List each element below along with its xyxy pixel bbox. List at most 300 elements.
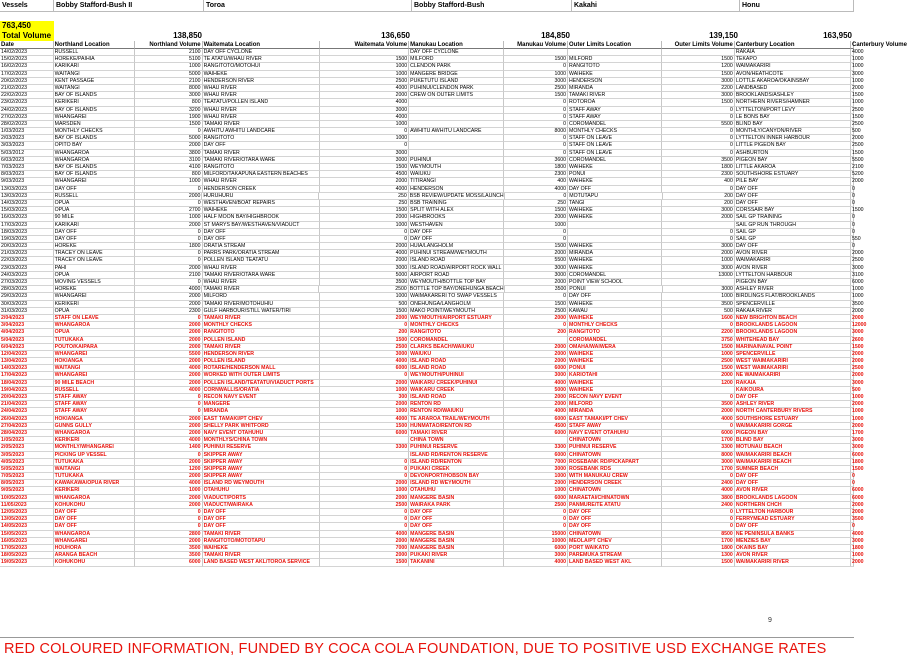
cell-manukau-volume[interactable]: 3600 xyxy=(504,157,568,164)
cell-waitemata-volume[interactable]: 1500 xyxy=(320,423,409,430)
cell-northland-volume[interactable]: 2000 xyxy=(135,502,203,509)
cell-outer-limits-volume[interactable]: 1000 xyxy=(662,293,734,300)
cell-waitemata-location[interactable]: WHAU RIVER xyxy=(203,92,320,99)
cell-date[interactable]: 8/03/2023 xyxy=(0,171,54,178)
cell-waitemata-location[interactable]: RANGITOTO/MOTOTAPU xyxy=(203,538,320,545)
cell-waitemata-volume[interactable]: 1500 xyxy=(320,559,409,566)
cell-northland-location[interactable]: TUTUKAKA xyxy=(54,473,135,480)
cell-outer-limits-location[interactable]: MEOLA/PT CHEV xyxy=(568,538,662,545)
cell-waitemata-location[interactable]: RANGITOTO xyxy=(203,329,320,336)
cell-northland-location[interactable]: OPUA xyxy=(54,200,135,207)
cell-northland-volume[interactable]: 0 xyxy=(135,523,203,530)
cell-manukau-volume[interactable]: 3000 xyxy=(504,78,568,85)
cell-manukau-volume[interactable]: 1800 xyxy=(504,164,568,171)
cell-canterbury-volume[interactable]: 2500 xyxy=(852,106,864,113)
cell-date[interactable]: 24/02/2023 xyxy=(0,107,54,114)
cell-outer-limits-volume[interactable]: 3800 xyxy=(662,495,734,502)
cell-date[interactable]: 17/02/2023 xyxy=(0,71,54,78)
cell-northland-location[interactable]: TRACEY ON LEAVE xyxy=(54,250,135,257)
cell-northland-volume[interactable]: 1000 xyxy=(135,178,203,185)
cell-manukau-location[interactable]: DAY OFF xyxy=(409,236,504,243)
cell-waitemata-location[interactable]: ST MARYS BAY/WESTHAVEN/VIADUCT xyxy=(203,222,320,229)
cell-outer-limits-volume[interactable]: 8000 xyxy=(662,452,734,459)
cell-northland-volume[interactable]: 800 xyxy=(135,99,203,106)
cell-waitemata-location[interactable]: SKIPPER AWAY xyxy=(203,473,320,480)
cell-date[interactable]: 15/05/2023 xyxy=(0,531,54,538)
cell-date[interactable]: 17/03/2023 xyxy=(0,222,54,229)
cell-manukau-location[interactable]: BOTTLE TOP BAY/ONEHUNGA BEACH xyxy=(409,286,504,293)
cell-northland-location[interactable]: HOKIANGA xyxy=(54,416,135,423)
cell-northland-volume[interactable]: 1000 xyxy=(135,214,203,221)
cell-northland-volume[interactable]: 4000 xyxy=(135,365,203,372)
cell-northland-location[interactable]: RUSSELL xyxy=(54,387,135,394)
cell-outer-limits-location[interactable]: STAFF AWAY xyxy=(568,423,662,430)
cell-canterbury-location[interactable]: NORTHERN RIVERS/HAMNER xyxy=(735,99,851,106)
cell-manukau-volume[interactable]: 4000 xyxy=(504,559,568,566)
cell-manukau-volume[interactable]: 2000 xyxy=(504,214,568,221)
column-header-outer-limits-volume[interactable]: Outer Limits Volume xyxy=(662,41,734,49)
cell-waitemata-volume[interactable] xyxy=(320,49,409,56)
cell-waitemata-location[interactable]: EAST TAMAKI/PT CHEV xyxy=(203,416,320,423)
cell-northland-location[interactable]: DAY OFF xyxy=(54,229,135,236)
cell-manukau-volume[interactable]: 0 xyxy=(504,63,568,70)
cell-waitemata-location[interactable]: TAMAKI RIVER xyxy=(203,552,320,559)
cell-manukau-location[interactable]: PUHINUI RESERVE xyxy=(409,444,504,451)
cell-manukau-volume[interactable]: 2000 xyxy=(504,401,568,408)
cell-canterbury-location[interactable]: SPENCERVILLE xyxy=(735,301,851,308)
cell-manukau-volume[interactable]: 0 xyxy=(504,135,568,142)
cell-waitemata-location[interactable]: POLLEN ISLAND xyxy=(203,358,320,365)
cell-waitemata-volume[interactable]: 0 xyxy=(320,229,409,236)
cell-northland-volume[interactable]: 0 xyxy=(135,394,203,401)
cell-canterbury-location[interactable]: DAY OFF xyxy=(735,243,851,250)
cell-outer-limits-location[interactable]: WITH MANUKAU CREW xyxy=(568,473,662,480)
cell-outer-limits-location[interactable]: MONTHLY CHECKS xyxy=(568,128,662,135)
waitemata-total[interactable]: 136,650 xyxy=(381,31,410,40)
cell-canterbury-volume[interactable]: 3100 xyxy=(852,271,864,278)
cell-manukau-volume[interactable]: 1000 xyxy=(504,487,568,494)
cell-outer-limits-location[interactable]: MIRANDA xyxy=(568,250,662,257)
cell-waitemata-volume[interactable]: 2000 xyxy=(320,401,409,408)
cell-manukau-location[interactable]: WAIUKU xyxy=(409,351,504,358)
cell-waitemata-volume[interactable]: 4000 xyxy=(320,250,409,257)
cell-canterbury-volume[interactable]: 2000 xyxy=(852,314,864,321)
cell-northland-location[interactable]: PICKING UP VESSEL xyxy=(54,452,135,459)
cell-outer-limits-volume[interactable]: 3000 xyxy=(663,286,735,293)
cell-manukau-location[interactable]: PUKETUTU ISLAND xyxy=(409,78,504,85)
cell-date[interactable]: 10/05/2023 xyxy=(0,495,54,502)
cell-canterbury-location[interactable]: SOUTHSHORE ESTUARY xyxy=(735,171,851,178)
cell-canterbury-location[interactable]: WEST WAIMAKARIRI xyxy=(735,365,851,372)
cell-manukau-volume[interactable]: 0 xyxy=(504,107,568,114)
cell-manukau-volume[interactable]: 3000 xyxy=(504,372,568,379)
cell-manukau-volume[interactable]: 0 xyxy=(504,229,568,236)
cell-outer-limits-volume[interactable] xyxy=(662,279,734,286)
cell-manukau-volume[interactable]: 0 xyxy=(504,523,568,530)
cell-outer-limits-location[interactable]: KAWAU xyxy=(568,308,662,315)
cell-canterbury-volume[interactable]: 2000 xyxy=(852,84,864,91)
cell-outer-limits-location[interactable]: STAFF ON LEAVE xyxy=(568,135,662,142)
cell-manukau-volume[interactable]: 0 xyxy=(504,516,568,523)
cell-manukau-volume[interactable]: 8000 xyxy=(504,128,568,135)
cell-canterbury-volume[interactable]: 2500 xyxy=(852,142,864,149)
cell-outer-limits-location[interactable]: STAFF ON LEAVE xyxy=(568,150,662,157)
cell-northland-volume[interactable]: 2000 xyxy=(135,372,203,379)
cell-outer-limits-location[interactable]: MIRANDA xyxy=(568,408,662,415)
cell-waitemata-volume[interactable]: 1000 xyxy=(320,121,409,128)
cell-manukau-location[interactable]: WEYMOUTH xyxy=(409,164,504,171)
cell-northland-volume[interactable]: 800 xyxy=(135,171,203,178)
cell-canterbury-volume[interactable]: 5200 xyxy=(852,171,864,178)
cell-canterbury-volume[interactable]: 0 xyxy=(852,480,855,487)
cell-canterbury-location[interactable]: ASHLEY RIVER xyxy=(735,401,851,408)
cell-outer-limits-volume[interactable]: 13000 xyxy=(662,272,734,279)
column-header-canterbury-location[interactable]: Canterbury Location xyxy=(735,41,851,49)
cell-date[interactable]: 6/04/2023 xyxy=(0,344,54,351)
cell-date[interactable]: 2/04/2023 xyxy=(0,315,54,322)
cell-date[interactable]: 30/03/2023 xyxy=(0,301,54,308)
cell-manukau-location[interactable]: ISLAND ROAD/AIRPORT ROCK WALL xyxy=(409,265,504,272)
cell-date[interactable]: 5/04/2023 xyxy=(0,337,54,344)
cell-waitemata-volume[interactable]: 3000 xyxy=(320,157,409,164)
cell-outer-limits-location[interactable]: OMAHA/WAIWERA xyxy=(568,344,662,351)
cell-waitemata-location[interactable]: DAY OFF xyxy=(203,236,320,243)
cell-manukau-location[interactable] xyxy=(409,150,504,157)
cell-waitemata-volume[interactable]: 1000 xyxy=(320,71,409,78)
cell-canterbury-location[interactable]: SAIL GP RUN THROUGH xyxy=(735,222,851,229)
cell-waitemata-volume[interactable]: 0 xyxy=(320,236,409,243)
cell-waitemata-volume[interactable]: 6000 xyxy=(320,365,409,372)
cell-manukau-volume[interactable]: 1000 xyxy=(504,222,568,229)
cell-date[interactable]: 28/02/2023 xyxy=(0,121,54,128)
cell-outer-limits-volume[interactable]: 3000 xyxy=(662,265,734,272)
cell-outer-limits-location[interactable]: CHINATOWN xyxy=(568,437,662,444)
cell-canterbury-volume[interactable]: 2000 xyxy=(852,350,864,357)
outer-limits-total[interactable]: 139,150 xyxy=(709,31,738,40)
cell-canterbury-volume[interactable]: 2000 xyxy=(852,509,864,515)
cell-outer-limits-volume[interactable]: 500 xyxy=(662,308,734,315)
vessel-canterbury[interactable]: Honu xyxy=(740,0,854,12)
cell-outer-limits-location[interactable]: WAIHEKE xyxy=(568,178,662,185)
cell-manukau-volume[interactable]: 3300 xyxy=(504,444,568,451)
cell-manukau-volume[interactable]: 2000 xyxy=(504,394,568,401)
cell-date[interactable]: 26/04/2023 xyxy=(0,416,54,423)
cell-manukau-location[interactable]: ISLAND ROAD xyxy=(409,358,504,365)
cell-waitemata-location[interactable]: TAMAKI RIVER/OTARA WARE xyxy=(203,272,320,279)
cell-canterbury-volume[interactable]: 0 xyxy=(852,214,855,221)
cell-manukau-location[interactable]: RANGITOTO xyxy=(409,329,504,336)
cell-canterbury-location[interactable]: WAIMAKARIRI BEACH xyxy=(735,452,851,459)
cell-northland-location[interactable]: BAY OF ISLANDS xyxy=(54,135,135,142)
cell-date[interactable]: 5/05/2023 xyxy=(0,466,54,473)
cell-canterbury-location[interactable]: AVON RIVER xyxy=(735,487,851,494)
cell-canterbury-location[interactable]: KAIKOURA xyxy=(735,387,851,394)
cell-outer-limits-location[interactable] xyxy=(568,229,662,236)
cell-canterbury-location[interactable]: SAIL GP TRAINING xyxy=(735,214,851,221)
cell-outer-limits-volume[interactable]: 3500 xyxy=(662,301,734,308)
cell-northland-location[interactable]: KERIKERI xyxy=(54,301,135,308)
cell-outer-limits-location[interactable]: WAIHEKE xyxy=(568,71,662,78)
cell-manukau-volume[interactable] xyxy=(504,437,568,444)
cell-northland-volume[interactable]: 0 xyxy=(135,401,203,408)
cell-waitemata-volume[interactable]: 2500 xyxy=(320,502,409,509)
cell-waitemata-location[interactable]: NAVY EVENT OTAHUHU xyxy=(203,430,320,437)
cell-manukau-volume[interactable]: 2000 xyxy=(504,351,568,358)
cell-outer-limits-volume[interactable]: 1500 xyxy=(662,71,734,78)
cell-date[interactable]: 18/04/2023 xyxy=(0,380,54,387)
cell-manukau-volume[interactable]: 4000 xyxy=(504,408,568,415)
cell-canterbury-volume[interactable]: 500 xyxy=(852,128,861,135)
cell-date[interactable]: 17/04/2023 xyxy=(0,372,54,379)
cell-outer-limits-location[interactable]: WAIHEKE xyxy=(568,380,662,387)
cell-date[interactable]: 15/02/2023 xyxy=(0,56,54,63)
cell-date[interactable]: 22/03/2023 xyxy=(0,257,54,264)
cell-northland-volume[interactable]: 0 xyxy=(135,250,203,257)
cell-waitemata-location[interactable]: HENDERSON RIVER xyxy=(203,351,320,358)
cell-outer-limits-location[interactable] xyxy=(568,236,662,243)
cell-date[interactable]: 11/05/2023 xyxy=(0,502,54,509)
cell-northland-location[interactable]: TUTUKAKA xyxy=(54,459,135,466)
cell-canterbury-volume[interactable]: 2000 xyxy=(852,250,864,257)
cell-manukau-location[interactable]: AIRPORT ROAD xyxy=(409,272,504,279)
cell-waitemata-volume[interactable]: 4000 xyxy=(320,358,409,365)
cell-manukau-location[interactable]: AWHITU AWHITU LANDCARE xyxy=(409,128,504,135)
cell-date[interactable]: 21/03/2023 xyxy=(0,250,54,257)
cell-waitemata-location[interactable]: PARRS PARK/ORATIA STREAM xyxy=(203,250,320,257)
cell-northland-location[interactable]: RUSSELL xyxy=(54,49,135,56)
cell-waitemata-location[interactable]: SHELLY PARK WHITFORD xyxy=(203,423,320,430)
cell-manukau-location[interactable]: ISLAND RD/RENTON RESERVE xyxy=(409,452,504,459)
cell-waitemata-volume[interactable] xyxy=(320,452,409,459)
cell-outer-limits-volume[interactable] xyxy=(662,49,734,56)
cell-outer-limits-volume[interactable]: 1500 xyxy=(662,344,734,351)
cell-waitemata-volume[interactable]: 2000 xyxy=(320,480,409,487)
cell-manukau-volume[interactable]: 2500 xyxy=(504,502,568,509)
cell-canterbury-location[interactable]: MONTHLY/CANYON/RIVER xyxy=(735,128,851,135)
cell-canterbury-location[interactable]: DAY OFF xyxy=(735,193,851,200)
cell-manukau-location[interactable]: DAY OFF xyxy=(409,516,504,523)
cell-manukau-location[interactable]: MANGERE BRIDGE xyxy=(409,71,504,78)
cell-waitemata-location[interactable]: TAMAKI RIVER xyxy=(202,286,319,293)
cell-canterbury-volume[interactable]: 2000 xyxy=(852,358,864,365)
cell-outer-limits-location[interactable]: PORT WAIKATO xyxy=(568,545,662,552)
cell-northland-volume[interactable]: 0 xyxy=(135,315,203,322)
cell-waitemata-volume[interactable]: 1000 xyxy=(320,408,409,415)
cell-manukau-location[interactable]: MANGERE BASIN xyxy=(409,531,504,538)
cell-outer-limits-location[interactable]: HENDERSON CREEK xyxy=(568,480,662,487)
cell-manukau-location[interactable]: MANGERE BASIN xyxy=(409,495,504,502)
cell-manukau-location[interactable] xyxy=(409,142,504,149)
cell-waitemata-volume[interactable]: 2000 xyxy=(320,495,409,502)
cell-date[interactable]: 20/04/2023 xyxy=(0,394,54,401)
cell-canterbury-location[interactable]: LYTTELTON HARBOUR xyxy=(735,272,851,279)
cell-canterbury-location[interactable]: SAIL GP xyxy=(735,236,851,243)
cell-canterbury-volume[interactable]: 3500 xyxy=(852,516,864,523)
cell-outer-limits-volume[interactable]: 2200 xyxy=(662,85,734,92)
cell-outer-limits-location[interactable]: RANGITOTO xyxy=(568,329,662,336)
cell-outer-limits-location[interactable]: COROMANDEL xyxy=(568,272,662,279)
cell-canterbury-volume[interactable]: 1500 xyxy=(852,113,864,120)
cell-northland-location[interactable]: BAY OF ISLANDS xyxy=(54,107,135,114)
cell-northland-volume[interactable]: 2100 xyxy=(135,78,203,85)
cell-outer-limits-volume[interactable]: 1600 xyxy=(662,315,734,322)
cell-manukau-volume[interactable]: 3000 xyxy=(504,552,568,559)
cell-northland-location[interactable]: KARIKARI xyxy=(54,222,135,229)
column-header-date[interactable]: Date xyxy=(0,41,54,49)
cell-northland-location[interactable]: DAY OFF xyxy=(54,186,135,193)
cell-waitemata-location[interactable]: TEATATU/POLLEN ISLAND xyxy=(203,99,320,106)
cell-manukau-location[interactable]: ONEHUNGA/LANGHOLM xyxy=(409,301,504,308)
cell-canterbury-volume[interactable]: 1500 xyxy=(852,92,864,99)
cell-outer-limits-volume[interactable]: 0 xyxy=(662,150,734,157)
cell-outer-limits-volume[interactable]: 0 xyxy=(662,509,734,516)
cell-waitemata-volume[interactable]: 2500 xyxy=(320,78,409,85)
vessels-label[interactable]: Vessels xyxy=(0,0,54,12)
cell-outer-limits-volume[interactable]: 2000 xyxy=(662,372,734,379)
cell-canterbury-location[interactable]: RAKAIA RIVER xyxy=(735,308,851,315)
cell-canterbury-location[interactable]: LYTTELTON/PORT LEVY xyxy=(735,107,851,114)
cell-northland-location[interactable]: BAY OF ISLANDS xyxy=(54,164,135,171)
cell-outer-limits-volume[interactable]: 200 xyxy=(663,193,735,200)
northland-total[interactable]: 138,850 xyxy=(173,31,202,40)
cell-waitemata-location[interactable]: TAMAKI RIVER xyxy=(203,315,320,322)
cell-waitemata-location[interactable]: TAMAKI RIVER xyxy=(203,150,320,157)
cell-northland-location[interactable]: WHANGAREI xyxy=(54,538,135,545)
cell-canterbury-volume[interactable]: 3000 xyxy=(852,444,864,451)
cell-northland-location[interactable]: STAFF AWAY xyxy=(54,408,135,415)
cell-outer-limits-volume[interactable]: 400 xyxy=(662,178,734,185)
cell-canterbury-volume[interactable]: 0 xyxy=(852,199,855,206)
cell-northland-volume[interactable]: 0 xyxy=(135,128,203,135)
cell-waitemata-location[interactable]: MONTHLY CHECKS xyxy=(203,322,320,329)
cell-canterbury-volume[interactable]: 6000 xyxy=(852,279,864,285)
cell-outer-limits-volume[interactable]: 0 xyxy=(662,186,734,193)
cell-northland-volume[interactable]: 3500 xyxy=(135,552,203,559)
cell-outer-limits-location[interactable]: WAIHEKE xyxy=(568,164,662,171)
cell-canterbury-volume[interactable]: 3000 xyxy=(852,329,864,336)
cell-northland-volume[interactable]: 2000 xyxy=(135,423,203,430)
cell-manukau-volume[interactable]: 6000 xyxy=(504,430,568,437)
cell-date[interactable]: 7/03/2023 xyxy=(0,164,54,171)
cell-waitemata-location[interactable]: WESTHAVEN/BOAT REPAIRS xyxy=(203,200,320,207)
cell-date[interactable]: 20/02/2023 xyxy=(0,78,54,85)
cell-outer-limits-volume[interactable]: 2000 xyxy=(662,250,734,257)
cell-northland-location[interactable]: KENT PASSAGE xyxy=(54,78,135,85)
cell-waitemata-volume[interactable]: 2000 xyxy=(320,380,409,387)
cell-manukau-location[interactable]: TE ARAROA TRAIL/WEYMOUTH xyxy=(409,416,504,423)
cell-outer-limits-volume[interactable]: 1000 xyxy=(662,257,734,264)
cell-waitemata-volume[interactable]: 0 xyxy=(320,509,409,516)
cell-waitemata-location[interactable]: ROTARE/HENDERSON MALL xyxy=(203,365,320,372)
cell-canterbury-volume[interactable]: 0 xyxy=(852,473,855,480)
cell-waitemata-location[interactable]: WHAU RIVER xyxy=(203,85,320,92)
cell-outer-limits-location[interactable]: STAFF AWAY xyxy=(568,107,662,114)
cell-canterbury-volume[interactable]: 6000 xyxy=(852,494,864,501)
cell-date[interactable]: 3/03/2023 xyxy=(0,142,54,149)
cell-manukau-location[interactable]: DEVONPORT/HOBSON BAY xyxy=(409,473,504,480)
cell-manukau-volume[interactable] xyxy=(504,337,568,344)
cell-waitemata-volume[interactable]: 4000 xyxy=(320,416,409,423)
cell-waitemata-volume[interactable]: 0 xyxy=(320,128,409,135)
cell-waitemata-location[interactable]: TAMAKI RIVER xyxy=(203,121,320,128)
cell-canterbury-location[interactable]: LOTTLE AKAROA/OKAINSBAY xyxy=(735,78,851,85)
cell-outer-limits-volume[interactable]: 0 xyxy=(662,322,734,329)
cell-northland-volume[interactable]: 1000 xyxy=(135,487,203,494)
cell-manukau-location[interactable]: CLENDON PARK xyxy=(409,63,504,70)
cell-waitemata-location[interactable]: RANGITOTO xyxy=(203,135,320,142)
cell-date[interactable]: 9/05/2023 xyxy=(0,487,54,494)
cell-manukau-volume[interactable]: 3000 xyxy=(504,265,568,272)
cell-northland-location[interactable]: HOKIANGA xyxy=(54,358,135,365)
cell-date[interactable]: 14/03/2023 xyxy=(0,365,54,372)
cell-manukau-volume[interactable]: 2000 xyxy=(504,315,568,322)
cell-manukau-location[interactable]: ISLAND RD WEYMOUTH xyxy=(409,480,504,487)
cell-canterbury-volume[interactable]: 0 xyxy=(851,192,855,199)
cell-outer-limits-volume[interactable]: 1200 xyxy=(662,380,734,387)
cell-outer-limits-location[interactable]: TAMAKI RIVER xyxy=(568,92,662,99)
cell-manukau-volume[interactable]: 6000 xyxy=(504,416,568,423)
cell-waitemata-volume[interactable]: 200 xyxy=(320,329,409,336)
cell-outer-limits-volume[interactable]: 0 xyxy=(662,229,734,236)
cell-waitemata-volume[interactable]: 1500 xyxy=(320,164,409,171)
cell-northland-volume[interactable]: 5100 xyxy=(135,56,203,63)
canterbury-total[interactable]: 163,950 xyxy=(823,31,852,40)
cell-outer-limits-location[interactable]: WAIHEKE xyxy=(568,214,662,221)
cell-date[interactable]: 12/05/2023 xyxy=(0,509,54,516)
cell-outer-limits-volume[interactable]: 0 xyxy=(662,473,734,480)
cell-northland-volume[interactable]: 0 xyxy=(135,236,203,243)
cell-canterbury-location[interactable]: BROOKLANDS LAGOON xyxy=(735,329,851,336)
cell-outer-limits-location[interactable]: CHINATOWN xyxy=(568,452,662,459)
cell-canterbury-location[interactable]: MARINA/NAVAL POINT xyxy=(735,344,851,351)
cell-northland-volume[interactable]: 2000 xyxy=(135,222,203,229)
cell-waitemata-location[interactable]: DAY OFF xyxy=(203,229,320,236)
cell-canterbury-volume[interactable]: 1000 xyxy=(852,394,864,400)
cell-waitemata-volume[interactable]: 3000 xyxy=(320,265,409,272)
cell-manukau-location[interactable]: PUKAKI RIVER xyxy=(409,552,504,559)
cell-outer-limits-volume[interactable]: 1700 xyxy=(662,466,734,473)
cell-manukau-location[interactable]: WAIKARU CREEK xyxy=(409,387,504,394)
cell-date[interactable]: 18/05/2023 xyxy=(0,552,54,559)
cell-canterbury-volume[interactable]: 2000 xyxy=(852,135,864,142)
cell-northland-location[interactable]: MOVING VESSELS xyxy=(54,279,135,286)
cell-canterbury-volume[interactable]: 550 xyxy=(852,235,861,242)
cell-outer-limits-volume[interactable]: 4000 xyxy=(662,487,734,494)
cell-date[interactable]: 6/03/2023 xyxy=(0,157,54,164)
cell-northland-volume[interactable]: 2300 xyxy=(135,308,203,315)
cell-canterbury-volume[interactable]: 1000 xyxy=(852,293,864,300)
total-volume-value[interactable]: 763,450 xyxy=(0,21,54,31)
cell-date[interactable]: 28/04/2023 xyxy=(0,430,54,437)
cell-waitemata-location[interactable]: CORNWALLIS/ORATIA xyxy=(203,387,320,394)
cell-canterbury-location[interactable]: AVON RIVER xyxy=(735,552,851,559)
cell-manukau-location[interactable]: MANGERE BASIN xyxy=(409,545,504,552)
cell-waitemata-location[interactable]: DAY OFF xyxy=(203,516,320,523)
cell-northland-location[interactable]: PAHI xyxy=(54,265,135,272)
cell-manukau-volume[interactable]: 1500 xyxy=(504,243,568,250)
cell-northland-volume[interactable]: 2000 xyxy=(135,344,203,351)
cell-outer-limits-location[interactable]: MOTUTAPU xyxy=(568,193,662,200)
cell-canterbury-location[interactable]: LANDBASED xyxy=(735,85,851,92)
cell-canterbury-location[interactable]: SUMNER BEACH xyxy=(735,466,851,473)
cell-manukau-volume[interactable]: 0 xyxy=(504,236,568,243)
cell-manukau-volume[interactable]: 4000 xyxy=(504,186,568,193)
cell-outer-limits-volume[interactable]: 0 xyxy=(662,114,734,121)
cell-manukau-location[interactable]: COROMANDEL xyxy=(409,337,504,344)
cell-waitemata-location[interactable]: MILFORD xyxy=(203,293,320,300)
cell-outer-limits-volume[interactable]: 2000 xyxy=(662,214,734,221)
cell-northland-location[interactable]: OPUA xyxy=(54,272,135,279)
